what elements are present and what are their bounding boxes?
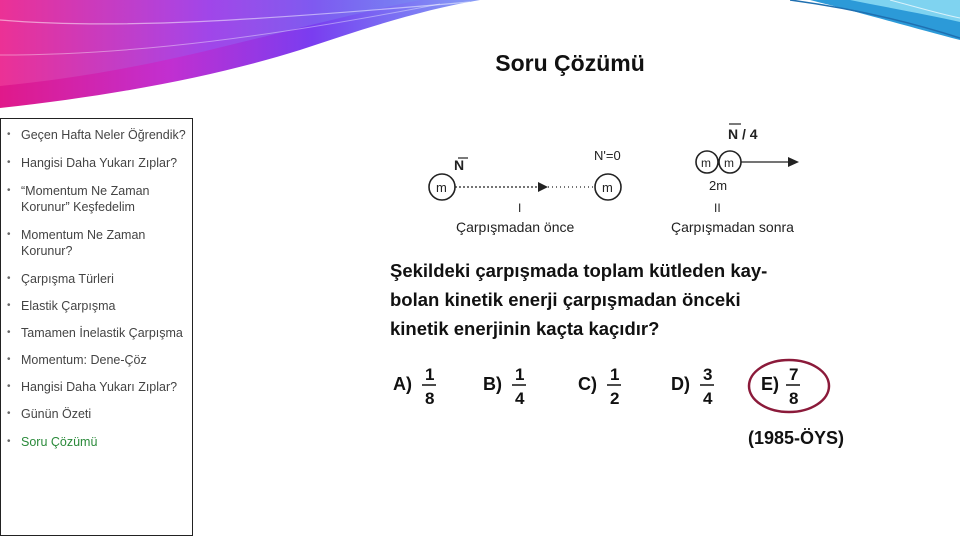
option-d[interactable] [671,365,714,408]
roman-label: I [518,201,522,215]
caption-before: Çarpışmadan önce [456,219,575,235]
momentum-label: N [454,157,465,173]
mass-label: m [724,156,734,170]
bullet-icon: • [7,381,11,392]
option-denominator: 4 [703,389,713,408]
roman-label: II [714,201,721,215]
bullet-icon: • [7,408,11,419]
option-c[interactable] [578,365,621,408]
option-denominator: 8 [425,389,435,408]
momentum-after-label: N'=0 [594,148,621,163]
option-numerator: 3 [703,365,713,384]
bullet-icon: • [7,185,11,196]
before-collision-diagram [429,148,621,235]
svg-text:A): A) [393,374,412,394]
bullet-icon: • [7,300,11,311]
sidebar-nav-item[interactable] [1,352,192,368]
svg-text:D): D) [671,374,690,394]
sidebar-nav-label: Elastik Çarpışma [21,299,116,313]
mass-label: m [602,180,613,195]
option-numerator: 1 [425,365,435,384]
option-denominator: 4 [515,389,525,408]
arrow-head-icon [788,157,799,167]
sidebar-nav-item[interactable] [1,155,192,171]
option-denominator: 2 [610,389,620,408]
sidebar-nav-label: Günün Özeti [21,407,92,421]
sidebar-nav-label: Soru Çözümü [21,435,98,449]
decorative-corner-swoosh [790,0,960,40]
sidebar-nav-label: “Momentum Ne Zaman Korunur” Keşfedelim [21,184,150,214]
decorative-header-swoosh [0,0,480,110]
svg-text:C): C) [578,374,597,394]
problem-figure [388,120,873,460]
bullet-icon: • [7,327,11,338]
bullet-icon: • [7,273,11,284]
sidebar-nav-item[interactable] [1,325,192,341]
bullet-icon: • [7,436,11,447]
bullet-icon: • [7,129,11,140]
bullet-icon: • [7,157,11,168]
svg-text:E): E) [761,374,779,394]
sidebar-nav-label: Tamamen İnelastik Çarpışma [21,326,183,340]
question-text [390,260,767,339]
bullet-icon: • [7,229,11,240]
slide-title: Soru Çözümü [495,50,645,76]
svg-text:B): B) [483,374,502,394]
sidebar-nav-label: Geçen Hafta Neler Öğrendik? [21,128,186,142]
sidebar-nav-item[interactable] [1,227,192,259]
question-line: bolan kinetik enerji çarpışmadan önceki [390,289,741,310]
option-a[interactable] [393,365,436,408]
sidebar-nav-label: Momentum Ne Zaman Korunur? [21,228,146,258]
sidebar-nav-label: Çarpışma Türleri [21,272,114,286]
mass-label: m [701,156,711,170]
source-label: (1985-ÖYS) [748,428,845,448]
sidebar-nav-item[interactable] [1,379,192,395]
sidebar-nav-label: Hangisi Daha Yukarı Zıplar? [21,380,178,394]
sidebar-nav-label: Hangisi Daha Yukarı Zıplar? [21,156,178,170]
option-numerator: 1 [515,365,525,384]
sidebar-nav-item[interactable] [1,298,192,314]
option-e[interactable] [761,365,800,408]
sidebar-nav-item[interactable] [1,127,192,143]
sidebar-nav [0,118,193,536]
combined-mass-label: 2m [709,178,728,193]
question-line: Şekildeki çarpışmada toplam kütleden kay- [390,260,768,281]
after-collision-diagram [671,124,799,235]
answer-options [393,360,829,412]
arrow-head-icon [538,182,548,192]
momentum-label: N / 4 [728,126,758,142]
bullet-icon: • [7,354,11,365]
question-line: kinetik enerjinin kaçta kaçıdır? [390,318,660,339]
option-numerator: 1 [610,365,620,384]
option-numerator: 7 [789,365,799,384]
option-b[interactable] [483,365,526,408]
sidebar-nav-item[interactable] [1,271,192,287]
caption-after: Çarpışmadan sonra [671,219,794,235]
sidebar-nav-item[interactable] [1,406,192,422]
option-denominator: 8 [789,389,799,408]
sidebar-nav-label: Momentum: Dene-Çöz [21,353,147,367]
sidebar-nav-item[interactable] [1,183,192,215]
sidebar-nav-item[interactable] [1,434,192,450]
mass-label: m [436,180,447,195]
